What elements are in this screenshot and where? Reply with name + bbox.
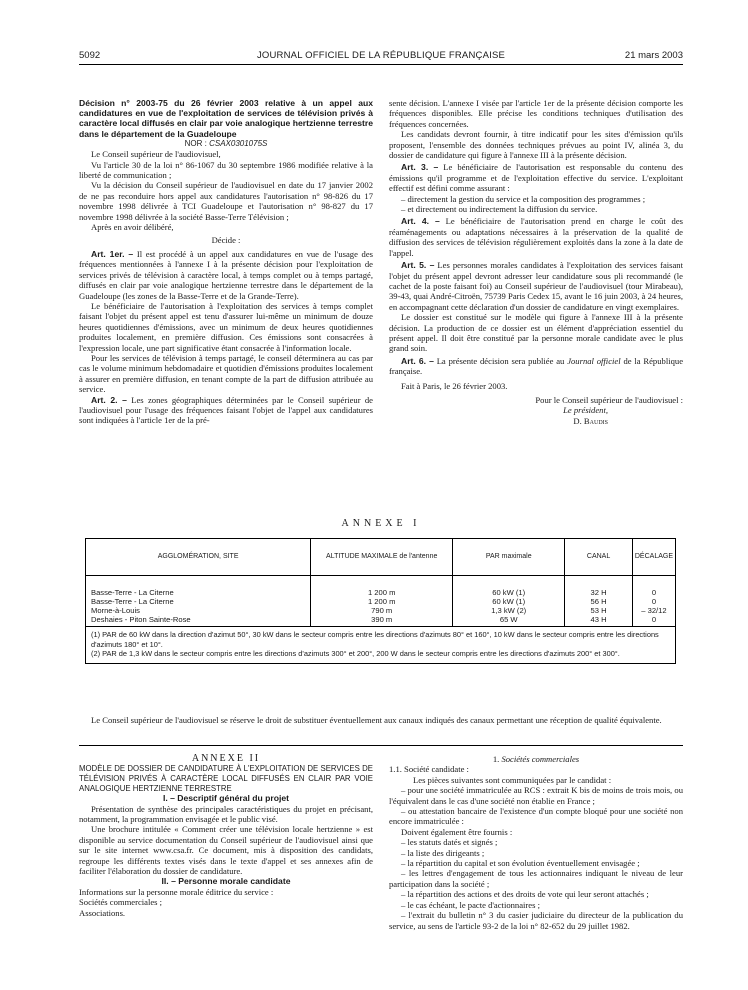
table-cell: 0	[632, 576, 675, 598]
article-1-p2: Le bénéficiaire de l'autorisation à l'exploitation des services à temps complet faisant l'objet du présent appel est tenu d'assurer lui-même un minimum de douze heures quotidiennes d'émissions, avec un minimum de deux heures quotidiennes produites localement, en première diffusion. Ces émissions sont consacrées à l'expression locale, une part significative étant consacrée à l'information locale.	[79, 300, 373, 353]
table-notes	[86, 627, 676, 664]
annexe-2-caption: MODÈLE DE DOSSIER DE CANDIDATURE À L'EXPLOITATION DE SERVICES DE TÉLÉVISION PRIVÉS À CARACTÈRE LOCAL DIFFUSÉS EN CLAIR PAR VOIE ANALOGIQUE HERTZIENNE TERRESTRE	[79, 764, 373, 793]
table-cell: 60 kW (1)	[453, 576, 565, 598]
table-header: ALTITUDE MAXIMALE de l'antenne	[311, 539, 453, 576]
table-header-row	[86, 539, 676, 576]
annexe-2-title: ANNEXE II	[191, 753, 261, 764]
table-header: CANAL	[565, 539, 633, 576]
table-note-2: (2) PAR de 1,3 kW dans le secteur compris entre les directions d'azimuts 300° et 200°, 200 W dans le secteur compris entre les directions d'azimuts 200° et 300°.	[91, 649, 620, 659]
decision-title: Décision n° 2003-75 du 26 février 2003 relative à un appel aux candidatures en vue de l'exploitation de services de télévision privés à caractère local diffusés en clair par voie analogique hertzienne terrestre dans le département de la Guadeloupe	[79, 98, 373, 139]
preamble-1: Le Conseil supérieur de l'audiovisuel,	[91, 149, 221, 160]
section-2-line-3: Associations.	[79, 907, 126, 918]
table-row	[86, 615, 676, 627]
frequency-table	[85, 538, 676, 664]
table-notes-row	[86, 627, 676, 664]
article-2: Art. 2. – Les zones géographiques déterminées par le Conseil supérieur de l'audiovisuel pour l'usage des fréquences faisant l'objet de l'appel aux candidatures sont indiquées à l'article 1er de la pré-	[79, 394, 373, 426]
left-column	[79, 98, 373, 426]
decide-label: Décide :	[211, 235, 241, 246]
annexe-2-left-column	[79, 754, 373, 918]
table-cell: Morne-à-Louis	[91, 606, 140, 615]
preamble-3: Vu la décision du Conseil supérieur de l'audiovisuel en date du 17 janvier 2002 de ne pas reconduire hors appel aux candidatures l'autorisation n° 98-826 du 17 novembre 1998 délivrée à TCI Guadeloupe et l'autorisation n° 98-827 du 17 novembre 1998 délivrée à la société Basse-Terre Télévision ;	[79, 180, 373, 222]
preamble-2: Vu l'article 30 de la loi n° 86-1067 du 30 septembre 1986 modifiée relative à la liberté de communication ;	[79, 159, 373, 181]
article-5-p2: Le dossier est constitué sur le modèle qui figure à l'annexe III à la présente décision. La production de ce dossier est un élément d'appréciation essentiel du présent appel. Il doit être constitué par la personne morale candidate avec le plus grand soin.	[389, 312, 683, 354]
table-cell: 0	[632, 597, 675, 606]
list-item: – la répartition du capital et son évolution éventuellement envisagée ;	[401, 858, 640, 869]
section-1-p1: Présentation de synthèse des principales caractéristiques du projet en précisant, notamment, la programmation envisagée et le public visé.	[79, 803, 373, 824]
nor-reference: NOR : CSAX0301075S	[184, 138, 268, 148]
list-item: – les statuts datés et signés ;	[401, 837, 498, 848]
table-cell: 1 200 m	[311, 597, 453, 606]
signature-line-1: Pour le Conseil supérieur de l'audiovisuel :	[535, 394, 683, 405]
list-item: – les lettres d'engagement de tous les actionnaires indiquant le niveau de leur participation dans la société ;	[389, 868, 683, 889]
list-item: – ou attestation bancaire de l'existence d'un compte bloqué pour une société non encore immatriculée :	[389, 806, 683, 827]
article-3-item-1: – directement la gestion du service et la composition des programmes ;	[401, 193, 646, 204]
table-cell: 790 m	[311, 606, 453, 615]
subsection-1-1-p1: Les pièces suivantes sont communiquées par le candidat :	[413, 774, 612, 785]
table-cell: 53 H	[565, 606, 633, 615]
table-cell: 1 200 m	[311, 576, 453, 598]
right-column	[389, 98, 683, 426]
table-cell: 0	[632, 615, 675, 627]
page-number: 5092	[79, 50, 101, 61]
section-2-line-2: Sociétés commerciales ;	[79, 897, 163, 908]
article-2-p2: Les candidats devront fournir, à titre indicatif pour les sites d'émission qu'ils proposent, l'ensemble des données techniques prévues au point IV, alinéa 3, du dossier de candidature qui figure à l'annexe III à la présente décision.	[389, 129, 683, 161]
table-cell: 1,3 kW (2)	[453, 606, 565, 615]
section-1-title: I. – Descriptif général du projet	[162, 793, 290, 804]
list-item: – la répartition des actions et des droits de vote qui leur seront attachés ;	[401, 889, 649, 900]
table-row	[86, 576, 676, 598]
table-cell: Basse-Terre - La Citerne	[91, 597, 174, 606]
list-item: – la liste des dirigeants ;	[401, 847, 485, 858]
list-item: – l'extrait du bulletin n° 3 du casier judiciaire du directeur de la publication du service, au sens de l'article 93-2 de la loi n° 82-652 du 29 juillet 1982.	[389, 910, 683, 931]
signature-line-2: Le président,	[563, 405, 608, 416]
issue-date: 21 mars 2003	[624, 50, 683, 61]
table-cell: Deshaies - Piton Sainte-Rose	[91, 615, 191, 624]
article-1-p3: Pour les services de télévision à temps partagé, le conseil déterminera au cas par cas le volume minimum hebdomadaire et quotidien d'émissions produites localement à assurer en première diffusion, en tenant compte de la part de diffusion attribuée au service.	[79, 352, 373, 395]
subsection-1-1: 1.1. Société candidate :	[389, 764, 469, 775]
list-item: – le cas échéant, le pacte d'actionnaires ;	[401, 899, 540, 910]
list-item: – pour une société immatriculée au RCS : extrait K bis de moins de trois mois, ou l'équivalent dans le cas d'une société non établie en France ;	[389, 785, 683, 806]
table-cell: 390 m	[311, 615, 453, 627]
fait-a-paris: Fait à Paris, le 26 février 2003.	[401, 380, 508, 391]
annexe-2-right-column	[389, 754, 683, 931]
table-note-1: (1) PAR de 60 kW dans la direction d'azimut 50°, 30 kW dans le secteur compris entre les directions d'azimuts 80° et 160°, 10 kW dans le secteur compris entre les directions d'azimuts 180° et 10°.	[91, 630, 659, 649]
section-1-p2: Une brochure intitulée « Comment créer une télévision locale hertzienne » est disponible au service documentation du Conseil supérieur de l'audiovisuel ainsi que sur le site internet www.csa.fr. Ce document, mis à disposition des candidats, regroupe les différents textes visés dans le texte d'appel et ses annexes afin de faciliter l'élaboration du dossier de candidature.	[79, 824, 373, 877]
section-2-title: II. – Personne morale candidate	[161, 876, 291, 887]
journal-title: JOURNAL OFFICIEL DE LA RÉPUBLIQUE FRANÇAISE	[256, 50, 506, 61]
table-cell: 60 kW (1)	[453, 597, 565, 606]
article-3: Art. 3. – Le bénéficiaire de l'autorisation est responsable du contenu des émissions qu'il programme et de l'exploitation effective du service. L'exploitant effectif est défini comme assurant :	[389, 162, 683, 194]
table-cell: – 32/12	[632, 606, 675, 615]
preamble-4: Après en avoir délibéré,	[91, 222, 174, 233]
table-row	[86, 606, 676, 615]
annexe-1-title: ANNEXE I	[341, 518, 421, 529]
table-header: PAR maximale	[453, 539, 565, 576]
list-item: Doivent également être fournis :	[401, 826, 513, 837]
section-divider	[79, 745, 683, 746]
article-5: Art. 5. – Les personnes morales candidates à l'exploitation des services faisant l'objet du présent appel devront adresser leur candidature sous pli recommandé (le cachet de la poste faisant foi) au Conseil supérieur de l'audiovisuel (tour Mirabeau), 39-43, quai André-Citroën, 75739 Paris Cedex 15, avant le 16 juin 2003, à 24 heures, en accompagnant cette déclaration d'un dossier de candidature en vingt exemplaires.	[389, 260, 683, 312]
article-4: Art. 4. – Le bénéficiaire de l'autorisation prend en charge le coût des réaménagements ou adaptations nécessaires à la préservation de la qualité de diffusion des services de télévision régulièrement exploités dans la zone à la date de l'appel.	[389, 216, 683, 258]
table-row	[86, 597, 676, 606]
table-header: AGGLOMÉRATION, SITE	[86, 539, 311, 576]
article-2-cont: sente décision. L'annexe I visée par l'article 1er de la présente décision comporte les fréquences disponibles. Elle précise les conditions techniques d'utilisation des fréquences concernées.	[389, 98, 683, 129]
subsection-1-title: 1. Sociétés commerciales	[492, 754, 580, 764]
section-2-line-1: Informations sur la personne morale éditrice du service :	[79, 886, 274, 897]
table-cell: Basse-Terre - La Citerne	[91, 588, 174, 597]
table-cell: 65 W	[453, 615, 565, 627]
article-3-item-2: – et directement ou indirectement la diffusion du service.	[401, 204, 598, 215]
table-cell: 43 H	[565, 615, 633, 627]
page-header	[79, 48, 683, 65]
annexe-1-footnote: Le Conseil supérieur de l'audiovisuel se réserve le droit de substituer éventuellement aux canaux indiqués des canaux permettant une réception de qualité équivalente.	[91, 715, 662, 725]
signature-name: D. Baudis	[573, 415, 608, 426]
article-6: Art. 6. – La présente décision sera publiée au Journal officiel de la République française.	[389, 355, 684, 377]
table-cell: 32 H	[565, 576, 633, 598]
article-1: Art. 1er. – Il est procédé à un appel aux candidatures en vue de l'usage des fréquences mentionnées à l'annexe I à la présente décision pour l'exploitation de services privés de télévision à caractère local, à temps complet ou à temps partagé, diffusés en clair par voie analogique hertzienne terrestre dans le département de la Guadeloupe (les zones de la Basse-Terre et de la Grande-Terre).	[79, 248, 374, 301]
table-cell: 56 H	[565, 597, 633, 606]
table-header: DÉCALAGE	[632, 539, 675, 576]
